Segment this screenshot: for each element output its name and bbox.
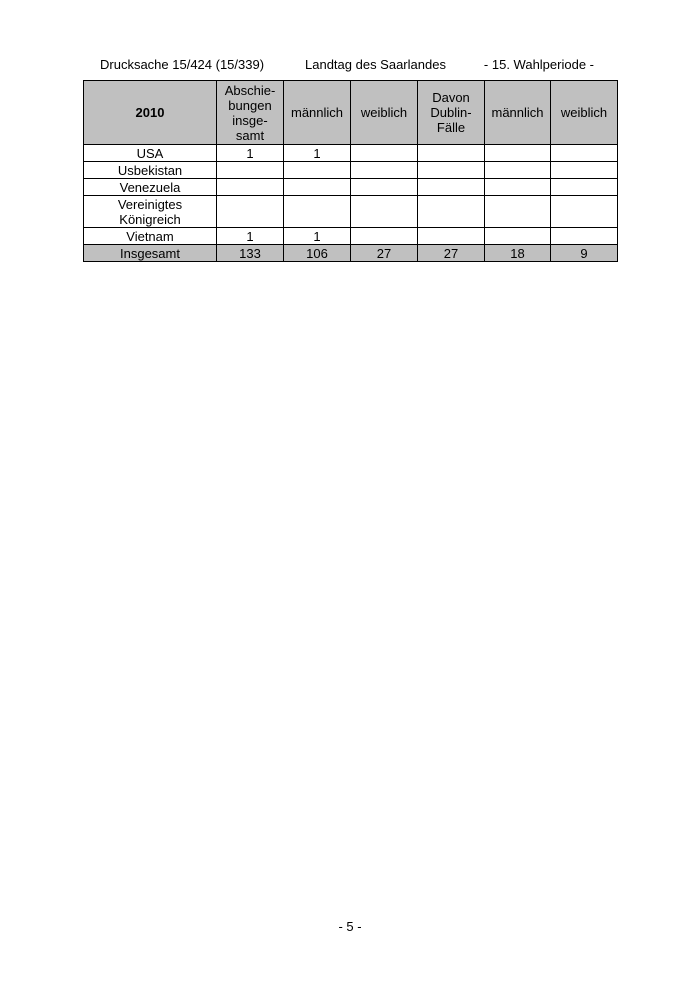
legislative-period: - 15. Wahlperiode -: [483, 57, 594, 72]
value-cell: [351, 145, 418, 162]
value-cell: [485, 196, 551, 228]
value-cell: [351, 228, 418, 245]
value-cell: [418, 179, 485, 196]
table-row: [84, 179, 618, 196]
value-cell: [284, 162, 351, 179]
column-header-dublin-male: männlich: [485, 81, 551, 145]
total-value-cell: 27: [351, 245, 418, 262]
value-cell: [418, 228, 485, 245]
total-value-cell: 27: [418, 245, 485, 262]
value-cell: [418, 196, 485, 228]
column-header-dublin-female: weiblich: [551, 81, 618, 145]
total-value-cell: 18: [485, 245, 551, 262]
total-value-cell: 106: [284, 245, 351, 262]
total-value-cell: 133: [217, 245, 284, 262]
column-header-year: 2010: [84, 81, 217, 145]
value-cell: [217, 179, 284, 196]
value-cell: [351, 162, 418, 179]
total-value-cell: 9: [551, 245, 618, 262]
document-number: Drucksache 15/424 (15/339): [100, 57, 265, 72]
table-row: [84, 145, 618, 162]
document-header: [100, 56, 594, 74]
value-cell: [551, 179, 618, 196]
value-cell: [551, 162, 618, 179]
table-row: [84, 162, 618, 179]
value-cell: [351, 179, 418, 196]
value-cell: [485, 228, 551, 245]
table-row: [84, 228, 618, 245]
country-cell: Usbekistan: [84, 162, 217, 179]
country-cell: Vereinigtes Königreich: [84, 196, 217, 228]
value-cell: 1: [284, 145, 351, 162]
country-cell: Vietnam: [84, 228, 217, 245]
column-header-deportations-total: Abschie- bungen insge- samt: [217, 81, 284, 145]
total-label-cell: Insgesamt: [84, 245, 217, 262]
value-cell: 1: [217, 145, 284, 162]
page-number: - 5 -: [338, 919, 362, 934]
value-cell: [551, 196, 618, 228]
value-cell: [284, 196, 351, 228]
column-header-male: männlich: [284, 81, 351, 145]
total-row: [84, 245, 618, 262]
table-row: [84, 196, 618, 228]
country-cell: USA: [84, 145, 217, 162]
value-cell: [418, 145, 485, 162]
table-header-row: [84, 81, 618, 145]
deportation-table: [83, 80, 618, 262]
value-cell: [485, 145, 551, 162]
value-cell: 1: [284, 228, 351, 245]
column-header-dublin-cases: Davon Dublin- Fälle: [418, 81, 485, 145]
value-cell: [485, 179, 551, 196]
value-cell: [485, 162, 551, 179]
parliament-name: Landtag des Saarlandes: [305, 57, 446, 72]
value-cell: [217, 196, 284, 228]
value-cell: [418, 162, 485, 179]
value-cell: 1: [217, 228, 284, 245]
value-cell: [551, 145, 618, 162]
column-header-female: weiblich: [351, 81, 418, 145]
country-cell: Venezuela: [84, 179, 217, 196]
value-cell: [217, 162, 284, 179]
value-cell: [284, 179, 351, 196]
value-cell: [351, 196, 418, 228]
value-cell: [551, 228, 618, 245]
